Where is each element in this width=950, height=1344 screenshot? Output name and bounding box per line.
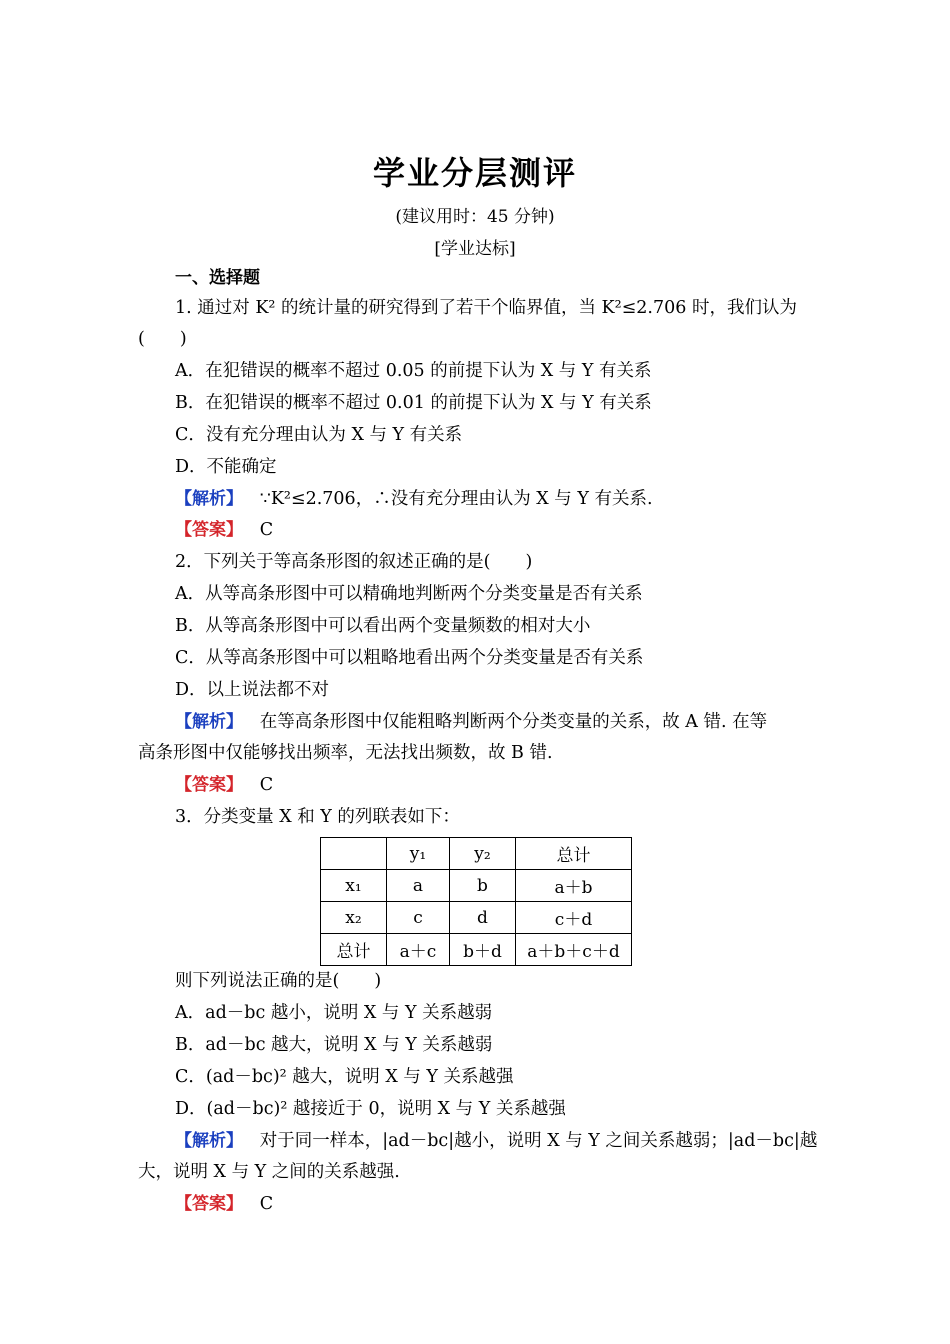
- q1-stem-line2: ( ): [138, 329, 187, 349]
- q2-stem: 2．下列关于等高条形图的叙述正确的是( ): [175, 552, 533, 572]
- q1-option-d: D．不能确定: [175, 457, 277, 477]
- answer-tag: 【答案】: [175, 1194, 243, 1214]
- analysis-text: ∵K²≤2.706，∴没有充分理由认为 X 与 Y 有关系.: [259, 489, 653, 509]
- table-header-row: [321, 838, 632, 870]
- level-heading: [学业达标]: [434, 239, 516, 259]
- answer-text: C: [259, 1194, 274, 1214]
- analysis-tag: 【解析】: [175, 712, 243, 732]
- table-cell: a: [387, 870, 450, 902]
- q3-stem: 3．分类变量 X 和 Y 的列联表如下：: [175, 807, 460, 827]
- q1-stem-line1: 1. 通过对 K² 的统计量的研究得到了若干个临界值，当 K²≤2.706 时，我们认为: [175, 298, 797, 318]
- table-cell: d: [450, 902, 516, 934]
- table-cell: y₁: [387, 838, 450, 870]
- answer-tag: 【答案】: [175, 775, 243, 795]
- table-cell: 总计: [516, 838, 632, 870]
- table-row: [321, 870, 632, 902]
- q2-option-d: D．以上说法都不对: [175, 680, 330, 700]
- analysis-text: 对于同一样本，|ad－bc|越小，说明 X 与 Y 之间关系越弱；|ad－bc|越: [259, 1131, 818, 1151]
- answer-text: C: [259, 775, 274, 795]
- table-cell: b＋d: [450, 934, 516, 966]
- q2-analysis-line2: 高条形图中仅能够找出频率，无法找出频数，故 B 错.: [138, 743, 553, 763]
- analysis-tag: 【解析】: [175, 489, 243, 509]
- q2-option-a: A．从等高条形图中可以精确地判断两个分类变量是否有关系: [175, 584, 643, 604]
- table-cell: c＋d: [516, 902, 632, 934]
- table-cell: a＋b＋c＋d: [516, 934, 632, 966]
- page-title: 学业分层测评: [372, 154, 577, 192]
- q3-option-c: C．(ad－bc)² 越大，说明 X 与 Y 关系越强: [175, 1067, 514, 1087]
- q2-answer: [175, 773, 273, 797]
- table-row: [321, 902, 632, 934]
- q2-analysis-line1: [175, 710, 767, 734]
- table-cell: [321, 838, 387, 870]
- table-cell: 总计: [321, 934, 387, 966]
- q3-option-b: B．ad－bc 越大，说明 X 与 Y 关系越弱: [175, 1035, 493, 1055]
- time-note: (建议用时：45 分钟): [395, 207, 555, 227]
- table-cell: b: [450, 870, 516, 902]
- q2-option-c: C．从等高条形图中可以粗略地看出两个分类变量是否有关系: [175, 648, 644, 668]
- table-cell: y₂: [450, 838, 516, 870]
- q2-option-b: B．从等高条形图中可以看出两个变量频数的相对大小: [175, 616, 591, 636]
- q3-analysis-line2: 大，说明 X 与 Y 之间的关系越强.: [138, 1162, 400, 1182]
- q1-analysis: [175, 487, 653, 511]
- q3-analysis-line1: [175, 1129, 817, 1153]
- q3-option-d: D．(ad－bc)² 越接近于 0，说明 X 与 Y 关系越强: [175, 1099, 566, 1119]
- table-cell: x₁: [321, 870, 387, 902]
- table-cell: x₂: [321, 902, 387, 934]
- contingency-table: [320, 837, 632, 966]
- q1-option-c: C．没有充分理由认为 X 与 Y 有关系: [175, 425, 463, 445]
- section-heading: 一、选择题: [175, 268, 260, 288]
- analysis-text: 在等高条形图中仅能粗略判断两个分类变量的关系，故 A 错. 在等: [259, 712, 768, 732]
- answer-text: C: [259, 520, 274, 540]
- q3-answer: [175, 1192, 273, 1216]
- answer-tag: 【答案】: [175, 520, 243, 540]
- q1-answer: [175, 518, 273, 542]
- analysis-tag: 【解析】: [175, 1131, 243, 1151]
- table-cell: c: [387, 902, 450, 934]
- q3-prompt: 则下列说法正确的是( ): [175, 971, 382, 991]
- table-row: [321, 934, 632, 966]
- q3-option-a: A．ad－bc 越小，说明 X 与 Y 关系越弱: [175, 1003, 493, 1023]
- table-cell: a＋b: [516, 870, 632, 902]
- q1-option-a: A．在犯错误的概率不超过 0.05 的前提下认为 X 与 Y 有关系: [175, 361, 652, 381]
- q1-option-b: B．在犯错误的概率不超过 0.01 的前提下认为 X 与 Y 有关系: [175, 393, 652, 413]
- table-cell: a＋c: [387, 934, 450, 966]
